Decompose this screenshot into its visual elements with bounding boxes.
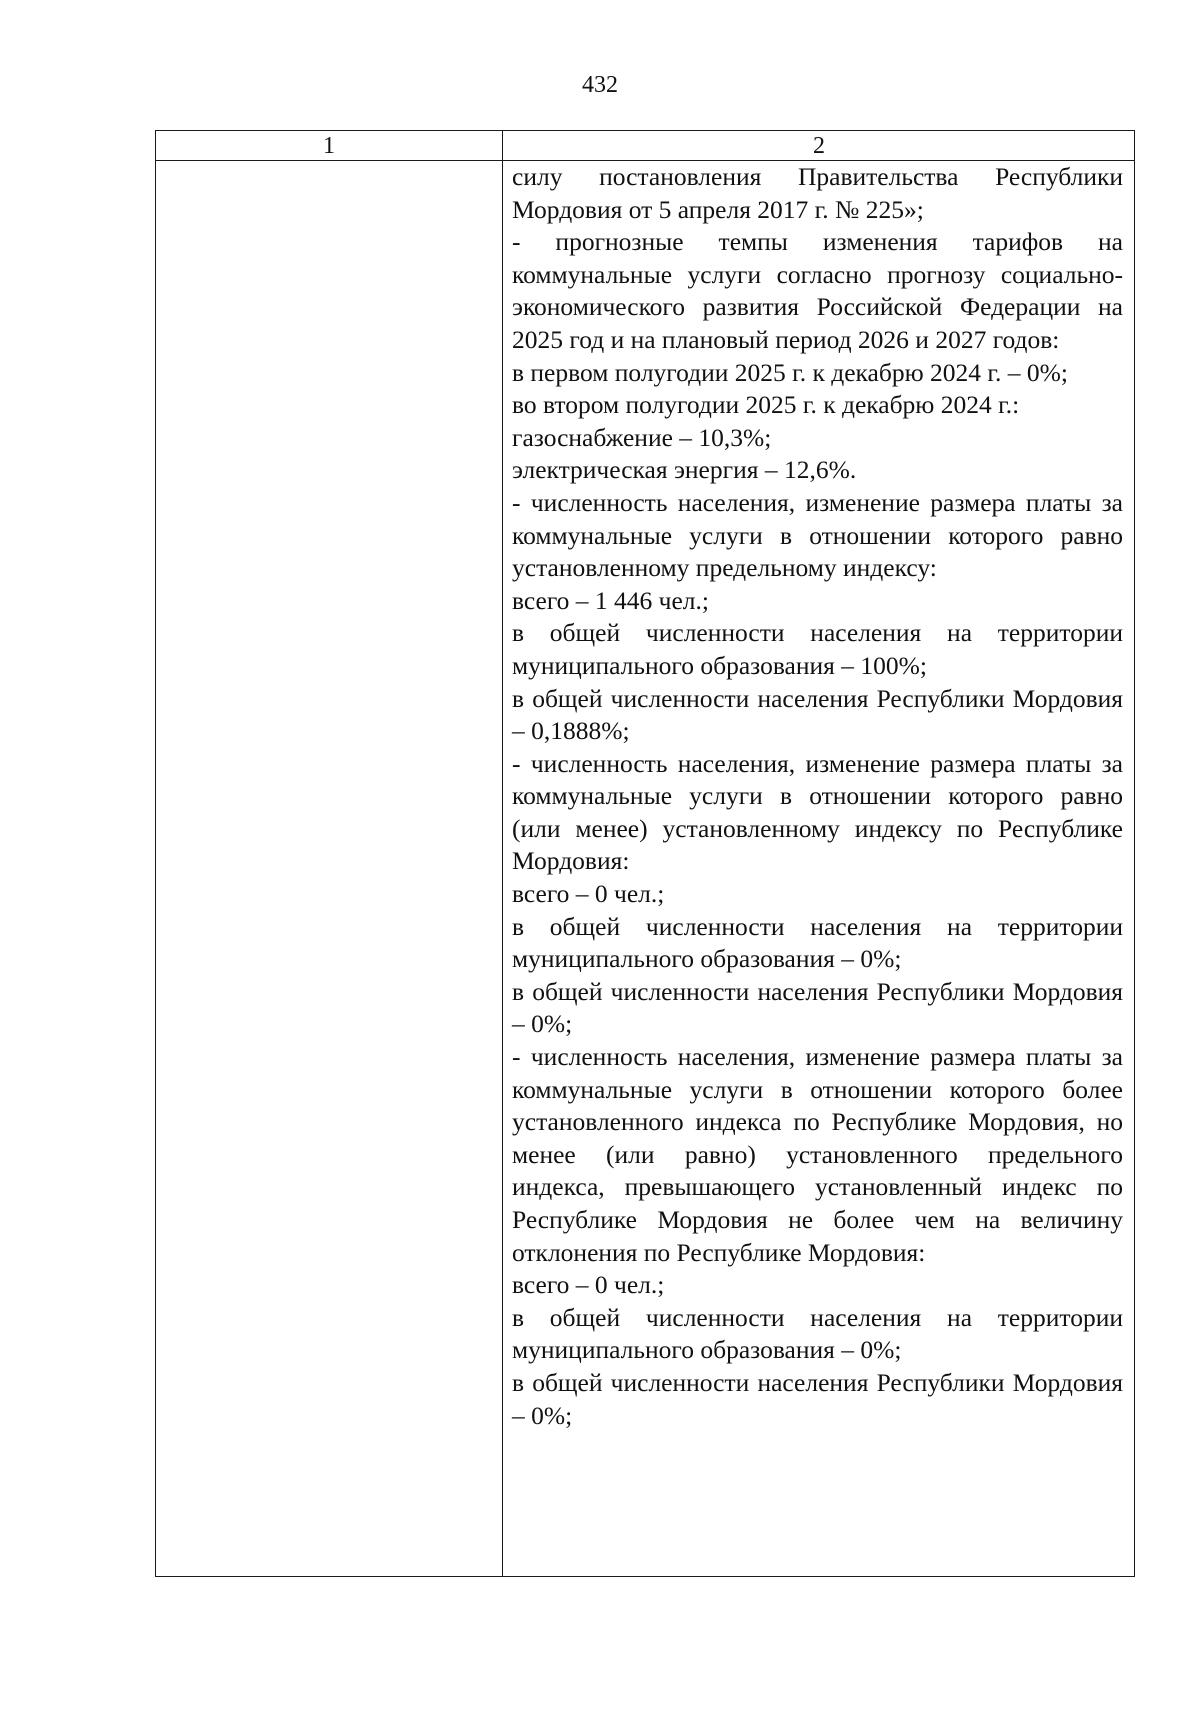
text-paragraph: - численность населения, изменение размера платы за коммунальные услуги в отношении которого равно (или менее) установленному индексу по Республике Мордовия: xyxy=(512,748,1123,876)
text-paragraph: - прогнозные темпы изменения тарифов на коммунальные услуги согласно прогнозу социально-экономического развития Российской Федерации на 2025 год и на плановый период 2026 и 2027 годов: xyxy=(512,227,1123,354)
text-paragraph: в общей численности населения на территории муниципального образования – 0%; xyxy=(512,911,1123,974)
text-paragraph: в общей численности населения Республики Мордовия – 0%; xyxy=(512,1367,1123,1430)
text-paragraph: всего – 0 чел.; xyxy=(512,879,665,909)
text-paragraph: - численность населения, изменение размера платы за коммунальные услуги в отношении которого более установленного индекса по Республике Мордовия, но менее (или равно) установленного предельного индекса, превышающего установленный индекс по Республике Мордовия не более чем на величину отклонения по Республике Мордовия: xyxy=(512,1042,1123,1267)
text-paragraph: всего – 0 чел.; xyxy=(512,1270,665,1300)
column-header-1: 1 xyxy=(323,133,335,159)
text-paragraph: силу постановления Правительства Республики Мордовия от 5 апреля 2017 г. № 225»; xyxy=(512,162,1123,224)
text-paragraph: всего – 1 446 чел.; xyxy=(512,585,709,615)
text-paragraph: в общей численности населения Республики Мордовия – 0%; xyxy=(512,976,1123,1039)
text-paragraph: в общей численности населения на территории муниципального образования – 100%; xyxy=(512,618,1123,680)
text-paragraph: во втором полугодии 2025 г. к декабрю 2024 г.: xyxy=(512,390,1020,420)
text-paragraph: - численность населения, изменение размера платы за коммунальные услуги в отношении которого равно установленному предельному индексу: xyxy=(512,487,1123,583)
text-paragraph: в общей численности населения на территории муниципального образования – 0%; xyxy=(512,1302,1123,1365)
text-paragraph: газоснабжение – 10,3%; xyxy=(512,422,772,452)
text-paragraph: электрическая энергия – 12,6%. xyxy=(512,455,857,485)
table-header-row xyxy=(156,131,1134,161)
column-2-content xyxy=(512,161,1123,1432)
page-number: 432 xyxy=(582,72,618,98)
text-paragraph: в первом полугодии 2025 г. к декабрю 2024 г. – 0%; xyxy=(512,357,1068,387)
text-paragraph: в общей численности населения Республики Мордовия – 0,1888%; xyxy=(512,683,1123,746)
document-table xyxy=(155,130,1135,1577)
column-divider xyxy=(502,131,503,1576)
column-header-2: 2 xyxy=(813,133,825,159)
